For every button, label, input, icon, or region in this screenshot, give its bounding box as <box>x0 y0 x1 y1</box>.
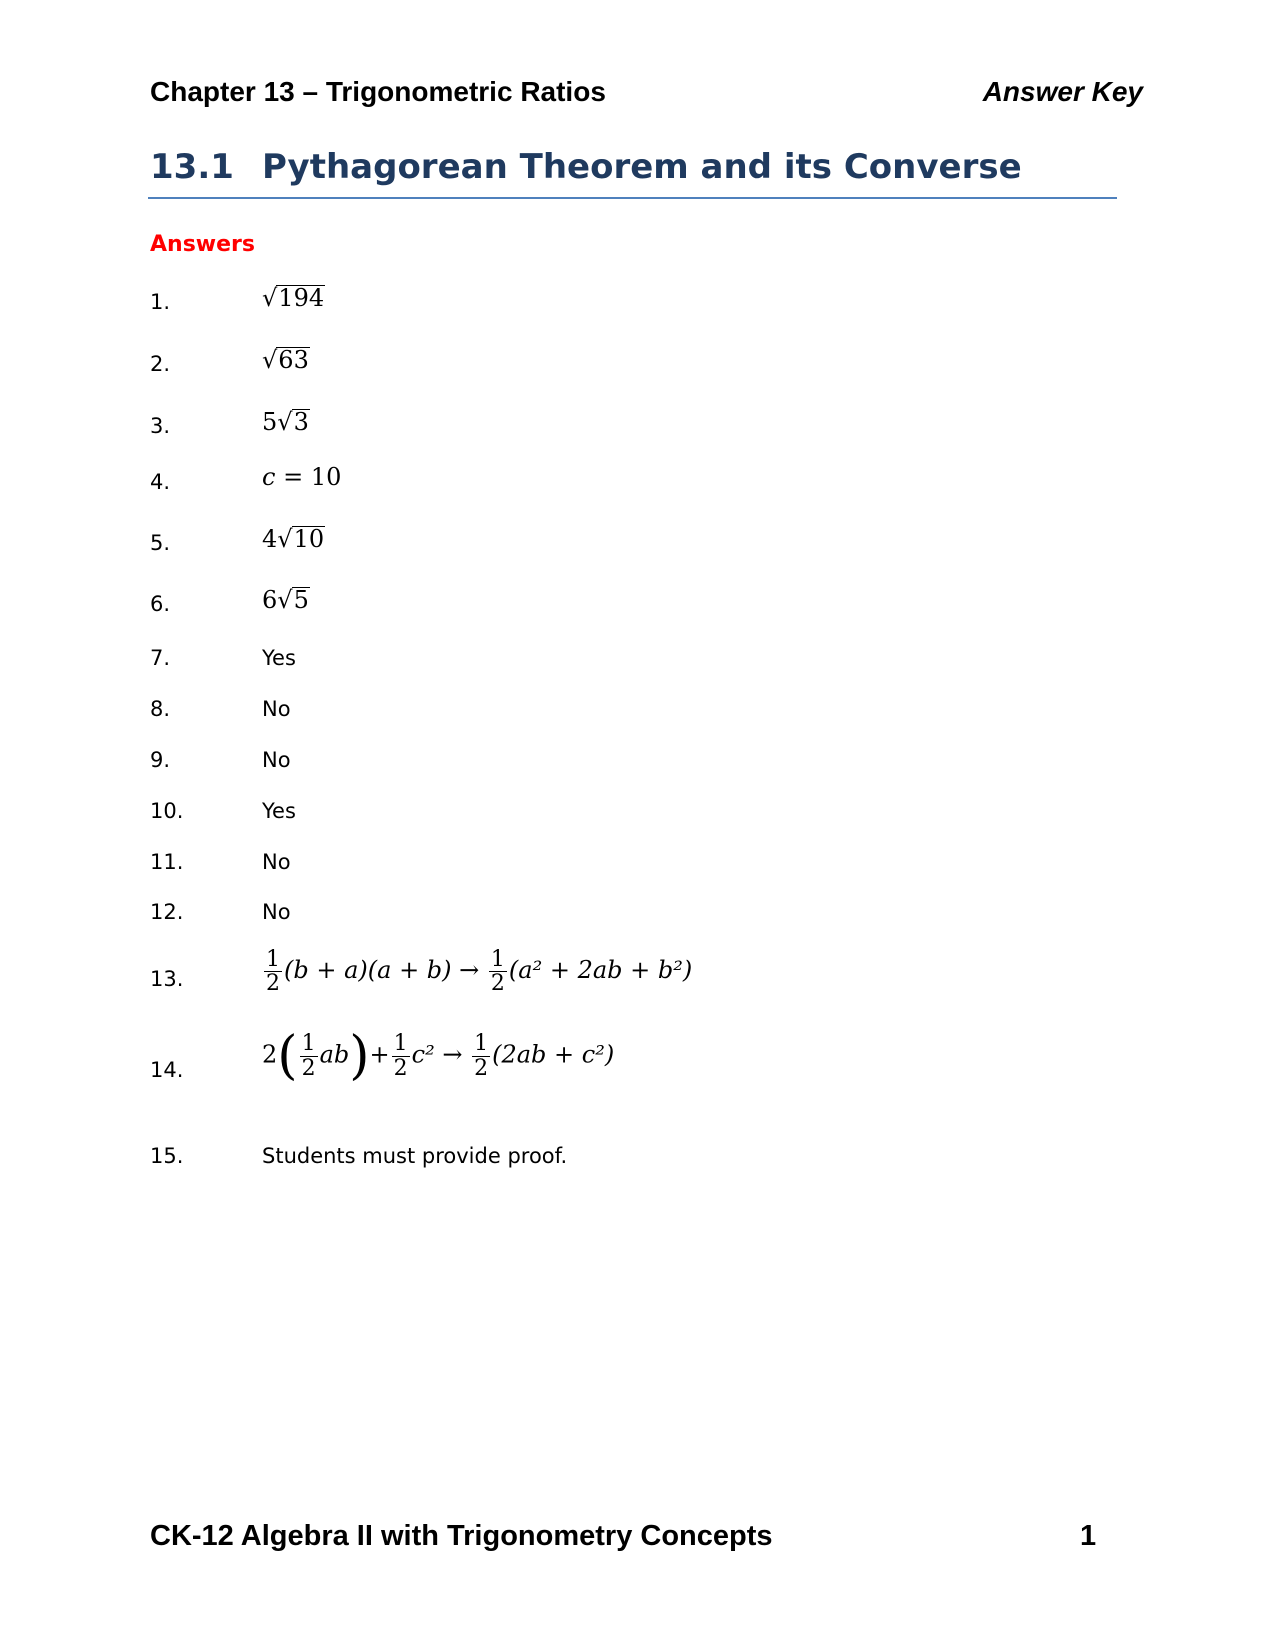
section-heading <box>150 147 1022 187</box>
answer-number: 13. <box>150 967 184 991</box>
term: c² <box>411 1040 435 1069</box>
fraction: $\frac{1}{2}$ <box>474 1031 489 1081</box>
section-number: 13.1 <box>150 147 234 187</box>
answers-heading: Answers <box>150 232 255 257</box>
radicand: 3 <box>293 408 309 436</box>
arrow: → <box>442 1040 463 1069</box>
radicand: 5 <box>293 586 309 614</box>
answer-value: 4√10 <box>262 525 325 553</box>
plus: + <box>369 1040 390 1069</box>
fraction: $\frac{1}{2}$ <box>490 947 505 997</box>
answer-number: 10. <box>150 799 184 823</box>
inner-term: ab <box>319 1040 350 1069</box>
answer-number: 3. <box>150 414 171 438</box>
answer-number: 1. <box>150 290 171 314</box>
answer-number: 12. <box>150 900 184 924</box>
answer-text: No <box>262 697 291 721</box>
section-divider <box>148 197 1117 199</box>
answer-text: Students must provide proof. <box>262 1144 568 1168</box>
answer-number: 14. <box>150 1058 184 1082</box>
coefficient: 2 <box>262 1040 278 1069</box>
answer-text: No <box>262 748 291 772</box>
answer-value: √194 <box>262 284 325 312</box>
answer-value: 5√3 <box>262 408 309 436</box>
lhs-expression: (b + a)(a + b) <box>284 956 452 985</box>
answer-number: 5. <box>150 531 171 555</box>
page-number: 1 <box>1080 1520 1097 1552</box>
fraction: $\frac{1}{2}$ <box>393 1031 408 1081</box>
answer-number: 15. <box>150 1144 184 1168</box>
variable: c <box>262 463 276 491</box>
radicand: 63 <box>278 346 309 374</box>
answer-text: No <box>262 850 291 874</box>
radicand: 10 <box>293 525 325 553</box>
answer-number: 11. <box>150 850 184 874</box>
rhs-expression: (2ab + c²) <box>492 1040 615 1069</box>
coefficient: 5 <box>262 408 278 436</box>
chapter-title: Chapter 13 – Trigonometric Ratios <box>150 76 606 107</box>
answer-equation <box>262 948 692 995</box>
answer-number: 6. <box>150 592 171 616</box>
answer-value: √63 <box>262 346 309 374</box>
answer-text: No <box>262 900 291 924</box>
footer-title: CK-12 Algebra II with Trigonometry Concepts <box>150 1520 773 1552</box>
arrow: → <box>459 956 480 985</box>
fraction: $\frac{1}{2}$ <box>301 1031 316 1081</box>
answer-number: 4. <box>150 470 171 494</box>
answer-key-label: Answer Key <box>982 76 1143 107</box>
fraction: $\frac{1}{2}$ <box>266 947 280 997</box>
radicand: 194 <box>278 284 325 312</box>
rhs-expression: (a² + 2ab + b²) <box>508 956 693 985</box>
value: 10 <box>310 463 342 491</box>
answer-equation: 2( $\frac{1}{2}$ ab)+ $\frac{1}{2}$ c² → $\frac{1}{2}$ (2ab + c²) <box>262 1026 615 1086</box>
operator: = <box>275 463 311 491</box>
answer-number: 7. <box>150 646 171 670</box>
coefficient: 6 <box>262 586 278 614</box>
section-title: Pythagorean Theorem and its Converse <box>262 147 1022 187</box>
answer-number: 9. <box>150 748 171 772</box>
answer-number: 8. <box>150 697 171 721</box>
answer-value <box>262 463 341 491</box>
answer-text: Yes <box>262 799 296 823</box>
answer-value: 6√5 <box>262 586 309 614</box>
coefficient: 4 <box>262 525 278 553</box>
answer-number: 2. <box>150 352 171 376</box>
answer-text: Yes <box>262 646 296 670</box>
